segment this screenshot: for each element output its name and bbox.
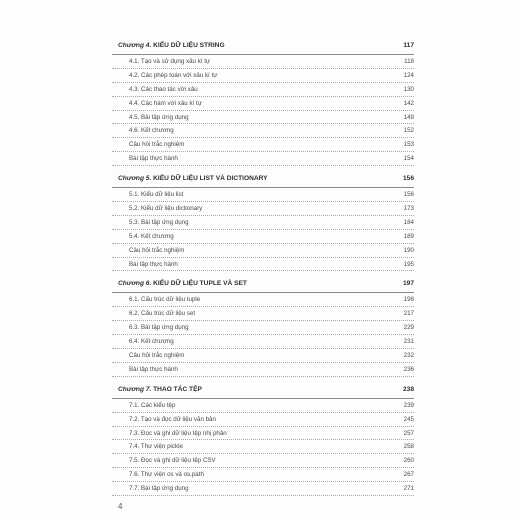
toc-entry-page: 153 (403, 141, 414, 149)
toc-entry (112, 152, 414, 166)
toc-entry-title: 7.6. Thư viện os và os.path (129, 471, 204, 479)
toc-entry-page: 142 (403, 99, 414, 107)
toc-entry-title: 4.2. Các phép toán với xâu kí tự (129, 71, 218, 79)
toc-entry-page: 257 (403, 429, 414, 437)
toc-entry (112, 111, 414, 125)
chapter-heading (112, 278, 414, 293)
toc-entry-title: 4.3. Các thao tác với xâu (129, 85, 198, 93)
chapter-title (118, 175, 268, 182)
toc-entry (112, 363, 414, 377)
toc-entry-page: 198 (403, 296, 414, 304)
toc-entry (112, 468, 414, 482)
chapter-title (118, 280, 247, 287)
toc-entry-page: 190 (403, 246, 414, 254)
toc-entry-title: Bài tập thực hành (129, 365, 178, 373)
toc-entry-page: 195 (403, 260, 414, 268)
toc-entry-page: 184 (403, 218, 414, 226)
toc-entry-page: 267 (403, 471, 414, 479)
toc-entry (112, 230, 414, 244)
toc-entry-page: 239 (403, 401, 414, 409)
toc-entry (112, 335, 414, 349)
chapter-page-number: 238 (402, 385, 414, 393)
toc-entry-title: 6.2. Cấu trúc dữ liệu set (129, 310, 196, 318)
toc-entry (112, 482, 414, 496)
toc-entry-title: 4.1. Tạo và sử dụng xâu kí tự (129, 58, 211, 65)
toc-entry-page: 236 (403, 365, 414, 373)
toc-entry-title: 5.4. Kết chương (129, 232, 174, 240)
toc-entry-title: Câu hỏi trắc nghiệm (129, 141, 185, 149)
toc-entry (112, 427, 414, 441)
chapter-page-number: 197 (402, 280, 414, 288)
toc-entry (112, 202, 414, 216)
toc-entry-title: 7.7. Bài tập ứng dụng (129, 485, 189, 493)
toc-entry-page: 231 (403, 338, 414, 346)
toc-entry-title: Bài tập thực hành (129, 260, 178, 268)
toc-entry-title: 4.5. Bài tập ứng dụng (129, 113, 189, 121)
toc-entry-page: 245 (403, 415, 414, 423)
toc-entry (112, 258, 414, 272)
toc-entry (112, 307, 414, 321)
toc-entry-title: 6.1. Cấu trúc dữ liệu tuple (129, 296, 201, 304)
chapter-name: KIỂU DỮ LIỆU STRING (153, 42, 225, 49)
chapter-label: Chương 7. (118, 385, 152, 393)
toc-entry-page: 149 (403, 113, 414, 121)
chapter-name: THAO TÁC TỆP (153, 385, 202, 393)
toc-entry (112, 124, 414, 138)
toc-entry (112, 293, 414, 307)
chapter-name: KIỂU DỮ LIỆU TUPLE VÀ SET (153, 280, 247, 288)
toc-entry-title: 6.3. Bài tập ứng dụng (129, 324, 189, 332)
toc-entry-title: 4.6. Kết chương (129, 127, 174, 135)
toc-entry-page: 156 (403, 191, 414, 199)
chapter-page-number: 117 (403, 42, 414, 49)
toc-entry-title: 6.4. Kết chương (129, 338, 174, 346)
chapter-label: Chương 4. (118, 42, 152, 49)
toc-entry-title: 4.4. Các hàm với xâu kí tự (129, 99, 202, 107)
toc-entry-title: 7.3. Đọc và ghi dữ liệu tệp nhị phân (129, 429, 227, 437)
toc-entry (112, 83, 414, 97)
toc-entry (112, 138, 414, 152)
toc-entry-page: 271 (403, 485, 414, 493)
toc-entry-title: 7.2. Tạo và đọc dữ liệu văn bản (129, 415, 216, 423)
toc-entry-page: 118 (404, 58, 414, 65)
toc-entry (112, 399, 414, 413)
toc-entry-page: 232 (403, 352, 414, 360)
toc-entry-title: 5.2. Kiểu dữ liệu dictionary (129, 205, 203, 213)
toc-entry (112, 244, 414, 258)
toc-entry (112, 413, 414, 427)
chapter-heading (112, 40, 414, 55)
toc-entry-page: 154 (403, 155, 414, 163)
chapter-label: Chương 5. (118, 175, 152, 183)
chapter-heading (112, 173, 414, 188)
toc-entry (112, 69, 414, 83)
toc-entry-page: 152 (403, 127, 414, 135)
toc-entry-page: 260 (403, 457, 414, 465)
toc-entry-title: Bài tập thực hành (129, 155, 178, 163)
chapter-page-number: 156 (402, 175, 414, 183)
toc-entry-page: 258 (403, 443, 414, 451)
toc-entry-page: 229 (403, 324, 414, 332)
toc-entry-title: 5.3. Bài tập ứng dụng (129, 218, 189, 226)
toc-entry (112, 55, 414, 69)
toc-entry-title: 5.1. Kiểu dữ liệu list (129, 191, 184, 199)
toc-entry (112, 454, 414, 468)
toc-entry-title: 7.1. Các kiểu tệp (129, 401, 176, 409)
toc-entry-title: 7.5. Đọc và ghi dữ liệu tệp CSV (129, 457, 216, 465)
toc-entry-page: 130 (403, 85, 414, 93)
toc-entry (112, 440, 414, 454)
chapter-name: KIỂU DỮ LIỆU LIST VÀ DICTIONARY (153, 175, 268, 183)
toc-entry (112, 321, 414, 335)
toc-entry (112, 188, 414, 202)
toc-entry-title: Câu hỏi trắc nghiệm (129, 246, 185, 254)
chapter-title (118, 386, 202, 393)
toc-entry-page: 217 (403, 310, 414, 318)
page-number: 4 (118, 502, 123, 511)
chapter-label: Chương 6. (118, 280, 152, 288)
chapter-title (118, 42, 225, 49)
toc-entry (112, 97, 414, 111)
chapter-heading (112, 384, 414, 399)
toc-entry (112, 349, 414, 363)
toc-entry-title: Câu hỏi trắc nghiệm (129, 352, 185, 360)
toc-entry (112, 216, 414, 230)
toc-entry-page: 189 (403, 232, 414, 240)
toc-entry-page: 124 (403, 71, 414, 79)
toc-entry-page: 173 (403, 205, 414, 213)
toc-entry-title: 7.4. Thư viện pickle (129, 443, 183, 451)
table-of-contents (112, 40, 414, 496)
